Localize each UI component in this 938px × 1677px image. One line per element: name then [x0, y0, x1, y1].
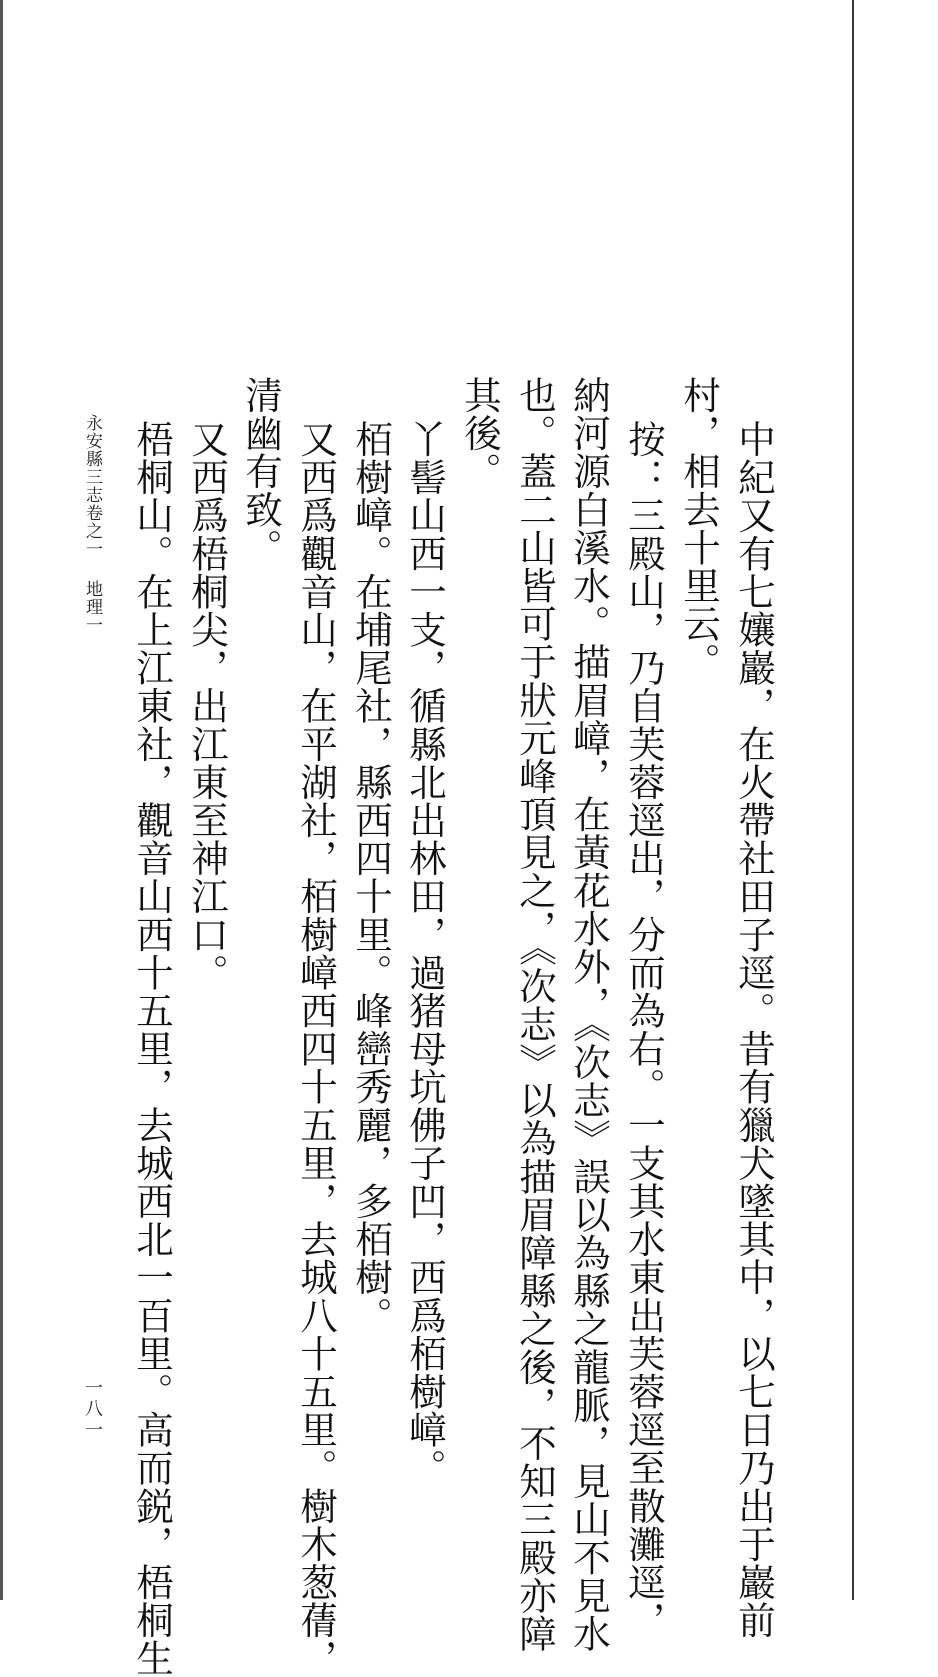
page-binding-edge [852, 0, 854, 1600]
text-column-5: 也。蓋二山皆可于狀元峰頂見之，《次志》以為描眉障縣之後，不知三殿亦障 [513, 376, 557, 1653]
text-column-1: 中紀又有七孃巖，在火帶社田子逕。昔有獵犬墜其中，以七日乃出于巖前 [732, 420, 776, 1640]
page-number: 一八一 [82, 1378, 103, 1441]
page-left-edge [0, 0, 3, 1600]
text-column-2: 村，相去十里云。 [677, 376, 721, 681]
section-title: 地理一 [82, 580, 102, 634]
text-column-11: 又西爲梧桐尖，出江東至神江口。 [185, 420, 229, 992]
text-column-8: 栢樹嶂。在埔尾社，縣西四十里。峰巒秀麗，多栢樹。 [349, 420, 393, 1335]
text-column-12: 梧桐山。在上江東社，觀音山西十五里，去城西北一百里。高而鋭，梧桐生 [130, 420, 174, 1677]
running-footer [82, 414, 102, 634]
text-column-6: 其後。 [458, 376, 502, 491]
text-column-3: 按：三殿山，乃自芙蓉逕出，分而為右。一支其水東出芙蓉逕至散灘逕， [622, 420, 666, 1640]
text-column-9: 又西爲觀音山，在平湖社，栢樹嶂西四十五里，去城八十五里。樹木葱蒨， [294, 420, 338, 1677]
text-column-7: 丫髻山西一支，循縣北出林田，過猪母坑佛子凹，西爲栢樹嶂。 [403, 420, 447, 1487]
text-column-4: 納河源白溪水。描眉嶂，在黃花水外，《次志》誤以為縣之龍脈，見山不見水 [567, 376, 611, 1653]
book-title: 永安縣三志卷之一 [82, 414, 102, 558]
text-column-10: 清幽有致。 [239, 376, 283, 567]
